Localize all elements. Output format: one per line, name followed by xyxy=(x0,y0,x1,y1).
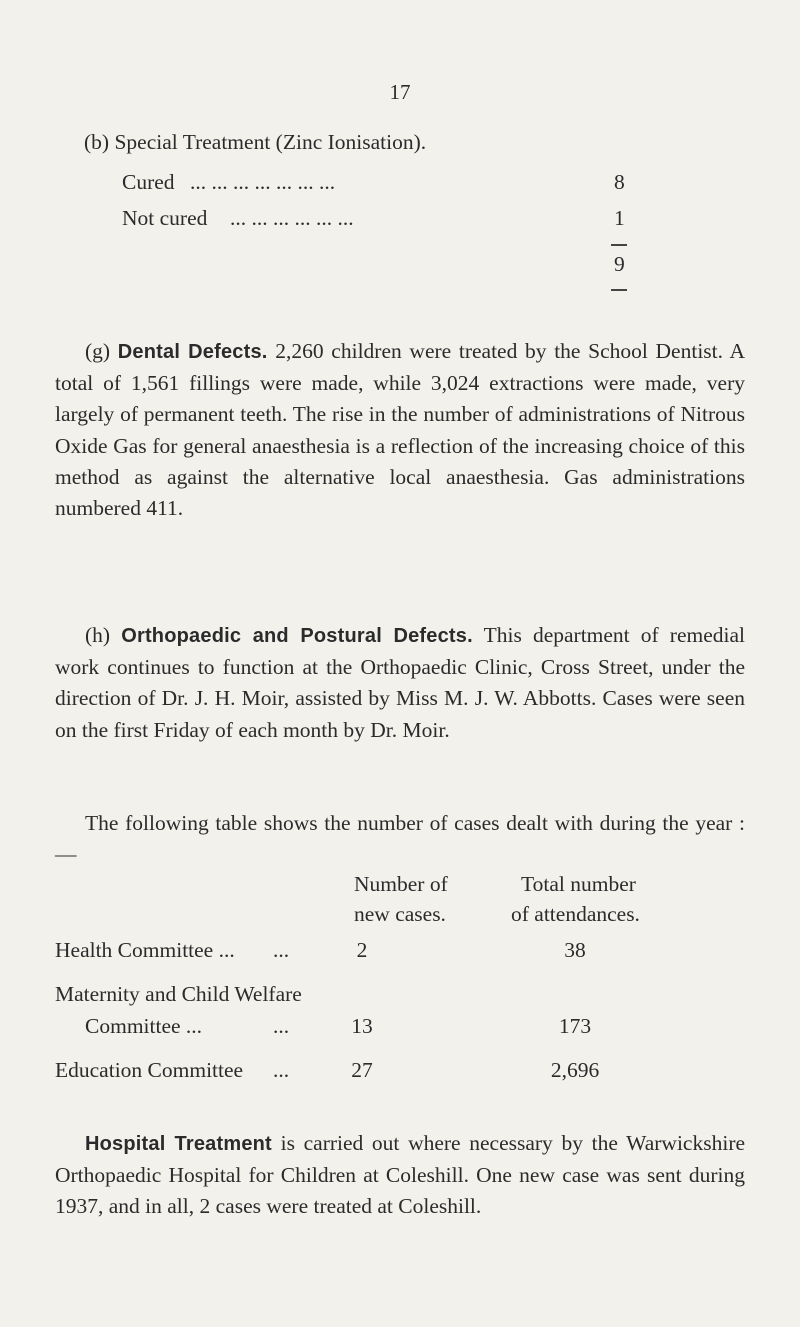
page-number: 17 xyxy=(389,80,411,104)
row-label: Education Committee xyxy=(55,1058,244,1082)
sum-rule-top xyxy=(611,244,627,246)
section-b-heading: (b) Special Treatment (Zinc Ionisation). xyxy=(84,130,427,154)
header-new-cases-2: new cases. xyxy=(354,902,446,926)
cured-leader: ... ... ... ... ... ... ... xyxy=(190,170,336,194)
row-new-cases: 27 xyxy=(351,1058,373,1082)
table-row xyxy=(55,938,745,968)
cured-value: 8 xyxy=(614,170,625,194)
row-leader: ... xyxy=(273,1058,290,1082)
table-intro xyxy=(55,808,745,870)
table-row xyxy=(55,1014,745,1044)
row-leader: ... xyxy=(273,938,290,962)
section-g-marker: (g) xyxy=(85,339,111,363)
row-new-cases: 13 xyxy=(351,1014,373,1038)
hospital-treatment-paragraph xyxy=(55,1128,745,1223)
row-new-cases: 2 xyxy=(356,938,368,962)
table-header-row-1 xyxy=(55,872,745,902)
row-label-line1: Maternity and Child Welfare xyxy=(55,982,302,1006)
hospital-treatment-title: Hospital Treatment xyxy=(85,1133,272,1155)
header-new-cases-1: Number of xyxy=(354,872,448,896)
table-row-label-line xyxy=(55,982,745,1012)
dental-defects-paragraph xyxy=(55,336,745,524)
row-attendances: 38 xyxy=(564,938,586,962)
orthopaedic-title: Orthopaedic and Postural Defects. xyxy=(121,625,473,647)
hospital-treatment-text: is carried out where necessary by the Warwickshire Orthopaedic Hospital for Children at Coleshill. One new case was sent during 1937, and in all, 2 cases were treated at Coleshill. xyxy=(55,1131,746,1219)
dental-defects-title: Dental Defects. xyxy=(117,341,268,363)
sum-rule-bottom xyxy=(611,289,627,291)
table-intro-text: The following table shows the number of cases dealt with during the year :— xyxy=(55,811,745,867)
not-cured-value: 1 xyxy=(614,206,625,230)
orthopaedic-text: This department of remedial work continues to function at the Orthopaedic Clinic, Cross Street, under the direction of Dr. J. H. Moir, assisted by Miss M. J. W. Abbotts. Cases were seen on the first Friday of each month by Dr. Moir. xyxy=(55,623,745,742)
not-cured-label: Not cured xyxy=(122,206,208,230)
row-attendances: 173 xyxy=(558,1014,592,1038)
row-attendances: 2,696 xyxy=(550,1058,600,1082)
orthopaedic-paragraph xyxy=(55,620,745,746)
cured-label: Cured xyxy=(122,170,175,194)
header-attendances-1: Total number xyxy=(521,872,636,896)
table-row xyxy=(55,1058,745,1088)
section-b-total: 9 xyxy=(614,252,625,276)
dental-defects-text: 2,260 children were treated by the School Dentist. A total of 1,561 fillings were made, while 3,024 extractions were made, very largely of permanent teeth. The rise in the number of administrations of Nitrous Oxide Gas for general anaesthesia is a reflection of the increasing choice of this method as against the alternative local anaesthesia. Gas administrations numbered 411. xyxy=(55,339,746,521)
row-leader: ... xyxy=(273,1014,290,1038)
row-label: Committee ... xyxy=(85,1014,203,1038)
section-h-marker: (h) xyxy=(85,623,111,647)
table-header-row-2 xyxy=(55,902,745,932)
row-label: Health Committee ... xyxy=(55,938,235,962)
not-cured-leader: ... ... ... ... ... ... xyxy=(230,206,354,230)
header-attendances-2: of attendances. xyxy=(511,902,640,926)
